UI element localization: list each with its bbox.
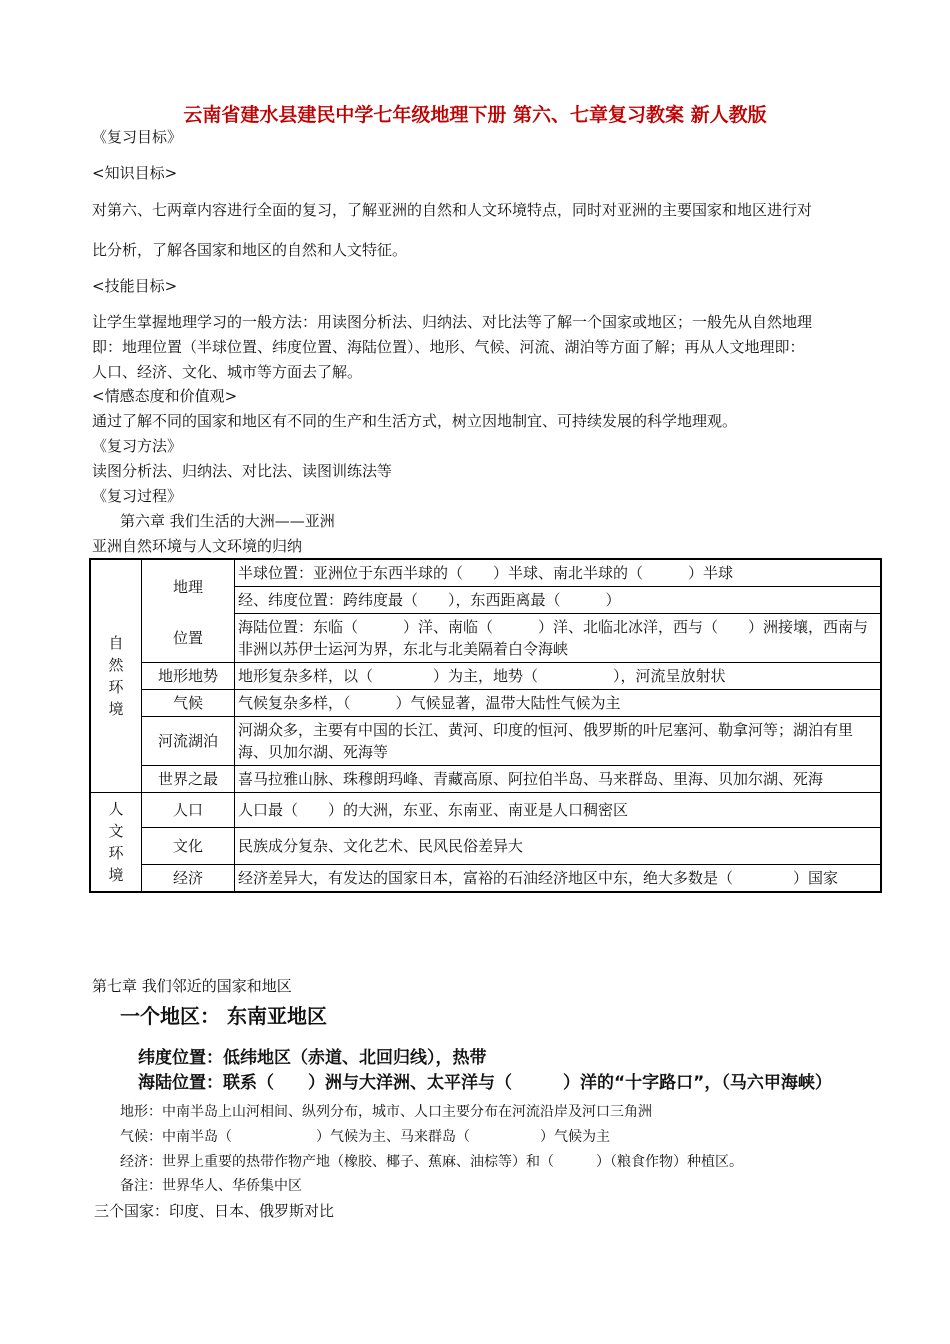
latitude-position: 纬度位置：低纬地区（赤道、北回归线），热带 bbox=[138, 1048, 487, 1068]
goals-heading: 《复习目标》 bbox=[92, 128, 183, 146]
table-row bbox=[90, 766, 881, 793]
sealand-position: 海陆位置：联系（ ）洲与大洋洲、太平洋与（ ）洋的“十字路口”，（马六甲海峡） bbox=[138, 1073, 832, 1093]
human-environment-label: 人文环境 bbox=[90, 793, 142, 893]
sea-climate: 气候：中南半岛（ ）气候为主、马来群岛（ ）气候为主 bbox=[120, 1129, 610, 1145]
knowledge-heading: <知识目标> bbox=[92, 164, 178, 182]
table-row bbox=[90, 793, 881, 828]
method-heading: 《复习方法》 bbox=[92, 437, 183, 455]
page-title: 云南省建水县建民中学七年级地理下册 第六、七章复习教案 新人教版 bbox=[183, 104, 767, 126]
table-caption: 亚洲自然环境与人文环境的归纳 bbox=[92, 537, 303, 555]
climate-label: 气候 bbox=[142, 690, 235, 717]
chapter-7-heading: 第七章 我们邻近的国家和地区 bbox=[92, 977, 292, 995]
asia-summary-table bbox=[89, 558, 882, 893]
culture-label: 文化 bbox=[142, 828, 235, 865]
chapter-6-heading: 第六章 我们生活的大洲——亚洲 bbox=[120, 512, 335, 530]
sea-economy: 经济：世界上重要的热带作物产地（橡胶、椰子、蕉麻、油棕等）和（ ）（粮食作物）种植区。 bbox=[120, 1154, 743, 1170]
sea-note: 备注：世界华人、华侨集中区 bbox=[120, 1178, 302, 1194]
table-row bbox=[90, 865, 881, 893]
knowledge-line-2: 比分析，了解各国家和地区的自然和人文特征。 bbox=[92, 241, 408, 259]
knowledge-line-1: 对第六、七两章内容进行全面的复习，了解亚洲的自然和人文环境特点，同时对亚洲的主要国家和地区进行对 bbox=[92, 201, 813, 219]
table-row bbox=[90, 663, 881, 690]
skill-heading: <技能目标> bbox=[92, 277, 178, 295]
records-cell: 喜马拉雅山脉、珠穆朗玛峰、青藏高原、阿拉伯半岛、马来群岛、里海、贝加尔湖、死海 bbox=[235, 766, 882, 793]
climate-cell: 气候复杂多样，（ ）气候显著，温带大陆性气候为主 bbox=[235, 690, 882, 717]
emotion-line: 通过了解不同的国家和地区有不同的生产和生活方式，树立因地制宜、可持续发展的科学地理观。 bbox=[92, 412, 738, 430]
process-heading: 《复习过程》 bbox=[92, 487, 183, 505]
economy-label: 经济 bbox=[142, 865, 235, 893]
skill-line-3: 人口、经济、文化、城市等方面去了解。 bbox=[92, 363, 363, 381]
hemisphere-cell: 半球位置：亚洲位于东西半球的（ ）半球、南北半球的（ ）半球 bbox=[235, 559, 882, 587]
table-row bbox=[90, 559, 881, 587]
culture-cell: 民族成分复杂、文化艺术、民风民俗差异大 bbox=[235, 828, 882, 865]
three-countries-heading: 三个国家：印度、日本、俄罗斯对比 bbox=[94, 1202, 335, 1220]
records-label: 世界之最 bbox=[142, 766, 235, 793]
emotion-heading: <情感态度和价值观> bbox=[92, 387, 238, 405]
table-row bbox=[90, 690, 881, 717]
latlon-cell: 经、纬度位置：跨纬度最（ ），东西距离最（ ） bbox=[235, 587, 882, 614]
terrain-cell: 地形复杂多样，以（ ）为主，地势（ ），河流呈放射状 bbox=[235, 663, 882, 690]
sealand-cell: 海陆位置：东临（ ）洋、南临（ ）洋、北临北冰洋，西与（ ）洲接壤，西南与非洲以苏伊士运河为界，东北与北美隔着白令海峡 bbox=[235, 614, 882, 663]
location-label-top: 地理 bbox=[142, 559, 235, 614]
location-label-bottom: 位置 bbox=[142, 614, 235, 663]
population-label: 人口 bbox=[142, 793, 235, 828]
rivers-label: 河流湖泊 bbox=[142, 717, 235, 766]
rivers-cell: 河湖众多，主要有中国的长江、黄河、印度的恒河、俄罗斯的叶尼塞河、勒拿河等；湖泊有里海、贝加尔湖、死海等 bbox=[235, 717, 882, 766]
table-row bbox=[90, 717, 881, 766]
skill-line-1: 让学生掌握地理学习的一般方法：用读图分析法、归纳法、对比法等了解一个国家或地区；一般先从自然地理 bbox=[92, 313, 813, 331]
natural-environment-label: 自然环境 bbox=[90, 559, 142, 793]
table-row bbox=[90, 828, 881, 865]
economy-cell: 经济差异大，有发达的国家日本，富裕的石油经济地区中东，绝大多数是（ ）国家 bbox=[235, 865, 882, 893]
terrain-label: 地形地势 bbox=[142, 663, 235, 690]
population-cell: 人口最（ ）的大洲，东亚、东南亚、南亚是人口稠密区 bbox=[235, 793, 882, 828]
table-row bbox=[90, 614, 881, 663]
region-heading: 一个地区： 东南亚地区 bbox=[120, 1004, 327, 1028]
method-line: 读图分析法、归纳法、对比法、读图训练法等 bbox=[92, 462, 393, 480]
skill-line-2: 即：地理位置（半球位置、纬度位置、海陆位置）、地形、气候、河流、湖泊等方面了解；再从人文地理即： bbox=[92, 338, 805, 356]
sea-terrain: 地形：中南半岛上山河相间、纵列分布，城市、人口主要分布在河流沿岸及河口三角洲 bbox=[120, 1104, 652, 1120]
